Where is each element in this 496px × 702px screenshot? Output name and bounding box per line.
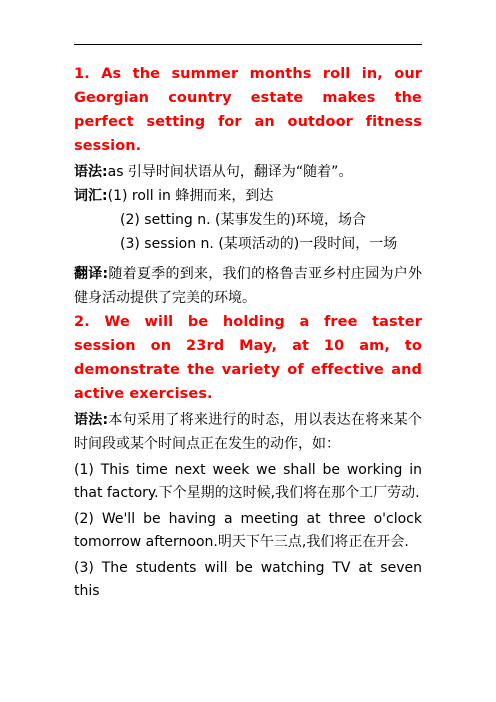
translation-text: 随着夏季的到来，我们的格鲁吉亚乡村庄园为户外健身活动提供了完美的环境。 — [74, 266, 422, 306]
example-1: (1) This time next week we shall be working in that factory.下个星期的这时候,我们将在那个工厂劳动. — [74, 462, 422, 501]
grammar-label: 语法: — [74, 164, 108, 180]
translation-1 — [74, 262, 422, 310]
sentence-2-text: 2. We will be holding a free taster session on 23rd May, at 10 am, to demonstrate the variety of effective and active exercises. — [74, 314, 422, 402]
vocab-item-2: (2) setting n. (某事发生的)环境，场合 — [120, 212, 366, 228]
document-body — [74, 62, 422, 603]
grammar-note-1 — [74, 160, 422, 184]
vocab-row-1 — [74, 184, 422, 208]
vocab-label: 词汇: — [74, 188, 108, 204]
header-rule — [74, 44, 422, 45]
grammar-text: 本句采用了将来进行的时态，用以表达在将来某个时间段或某个时间点正在发生的动作，如： — [74, 412, 422, 452]
grammar-text: as 引导时间状语从句，翻译为“随着”。 — [107, 164, 353, 180]
sentence-1-text: 1. As the summer months roll in, our Georgian country estate makes the perfect setting for an outdoor fitness session. — [74, 66, 422, 154]
example-3: (3) The students will be watching TV at seven this — [74, 560, 422, 599]
vocab-row-2 — [74, 208, 422, 232]
vocab-item-3: (3) session n. (某项活动的)一段时间，一场 — [120, 236, 398, 252]
vocab-row-3 — [74, 232, 422, 256]
example-2: (2) We'll be having a meeting at three o'clock tomorrow afternoon.明天下午三点,我们将正在开会. — [74, 511, 422, 550]
grammar-note-2 — [74, 408, 422, 456]
translation-label: 翻译: — [74, 266, 109, 282]
grammar-label: 语法: — [74, 412, 109, 428]
vocab-item-1: (1) roll in 蜂拥而来，到达 — [107, 188, 274, 204]
